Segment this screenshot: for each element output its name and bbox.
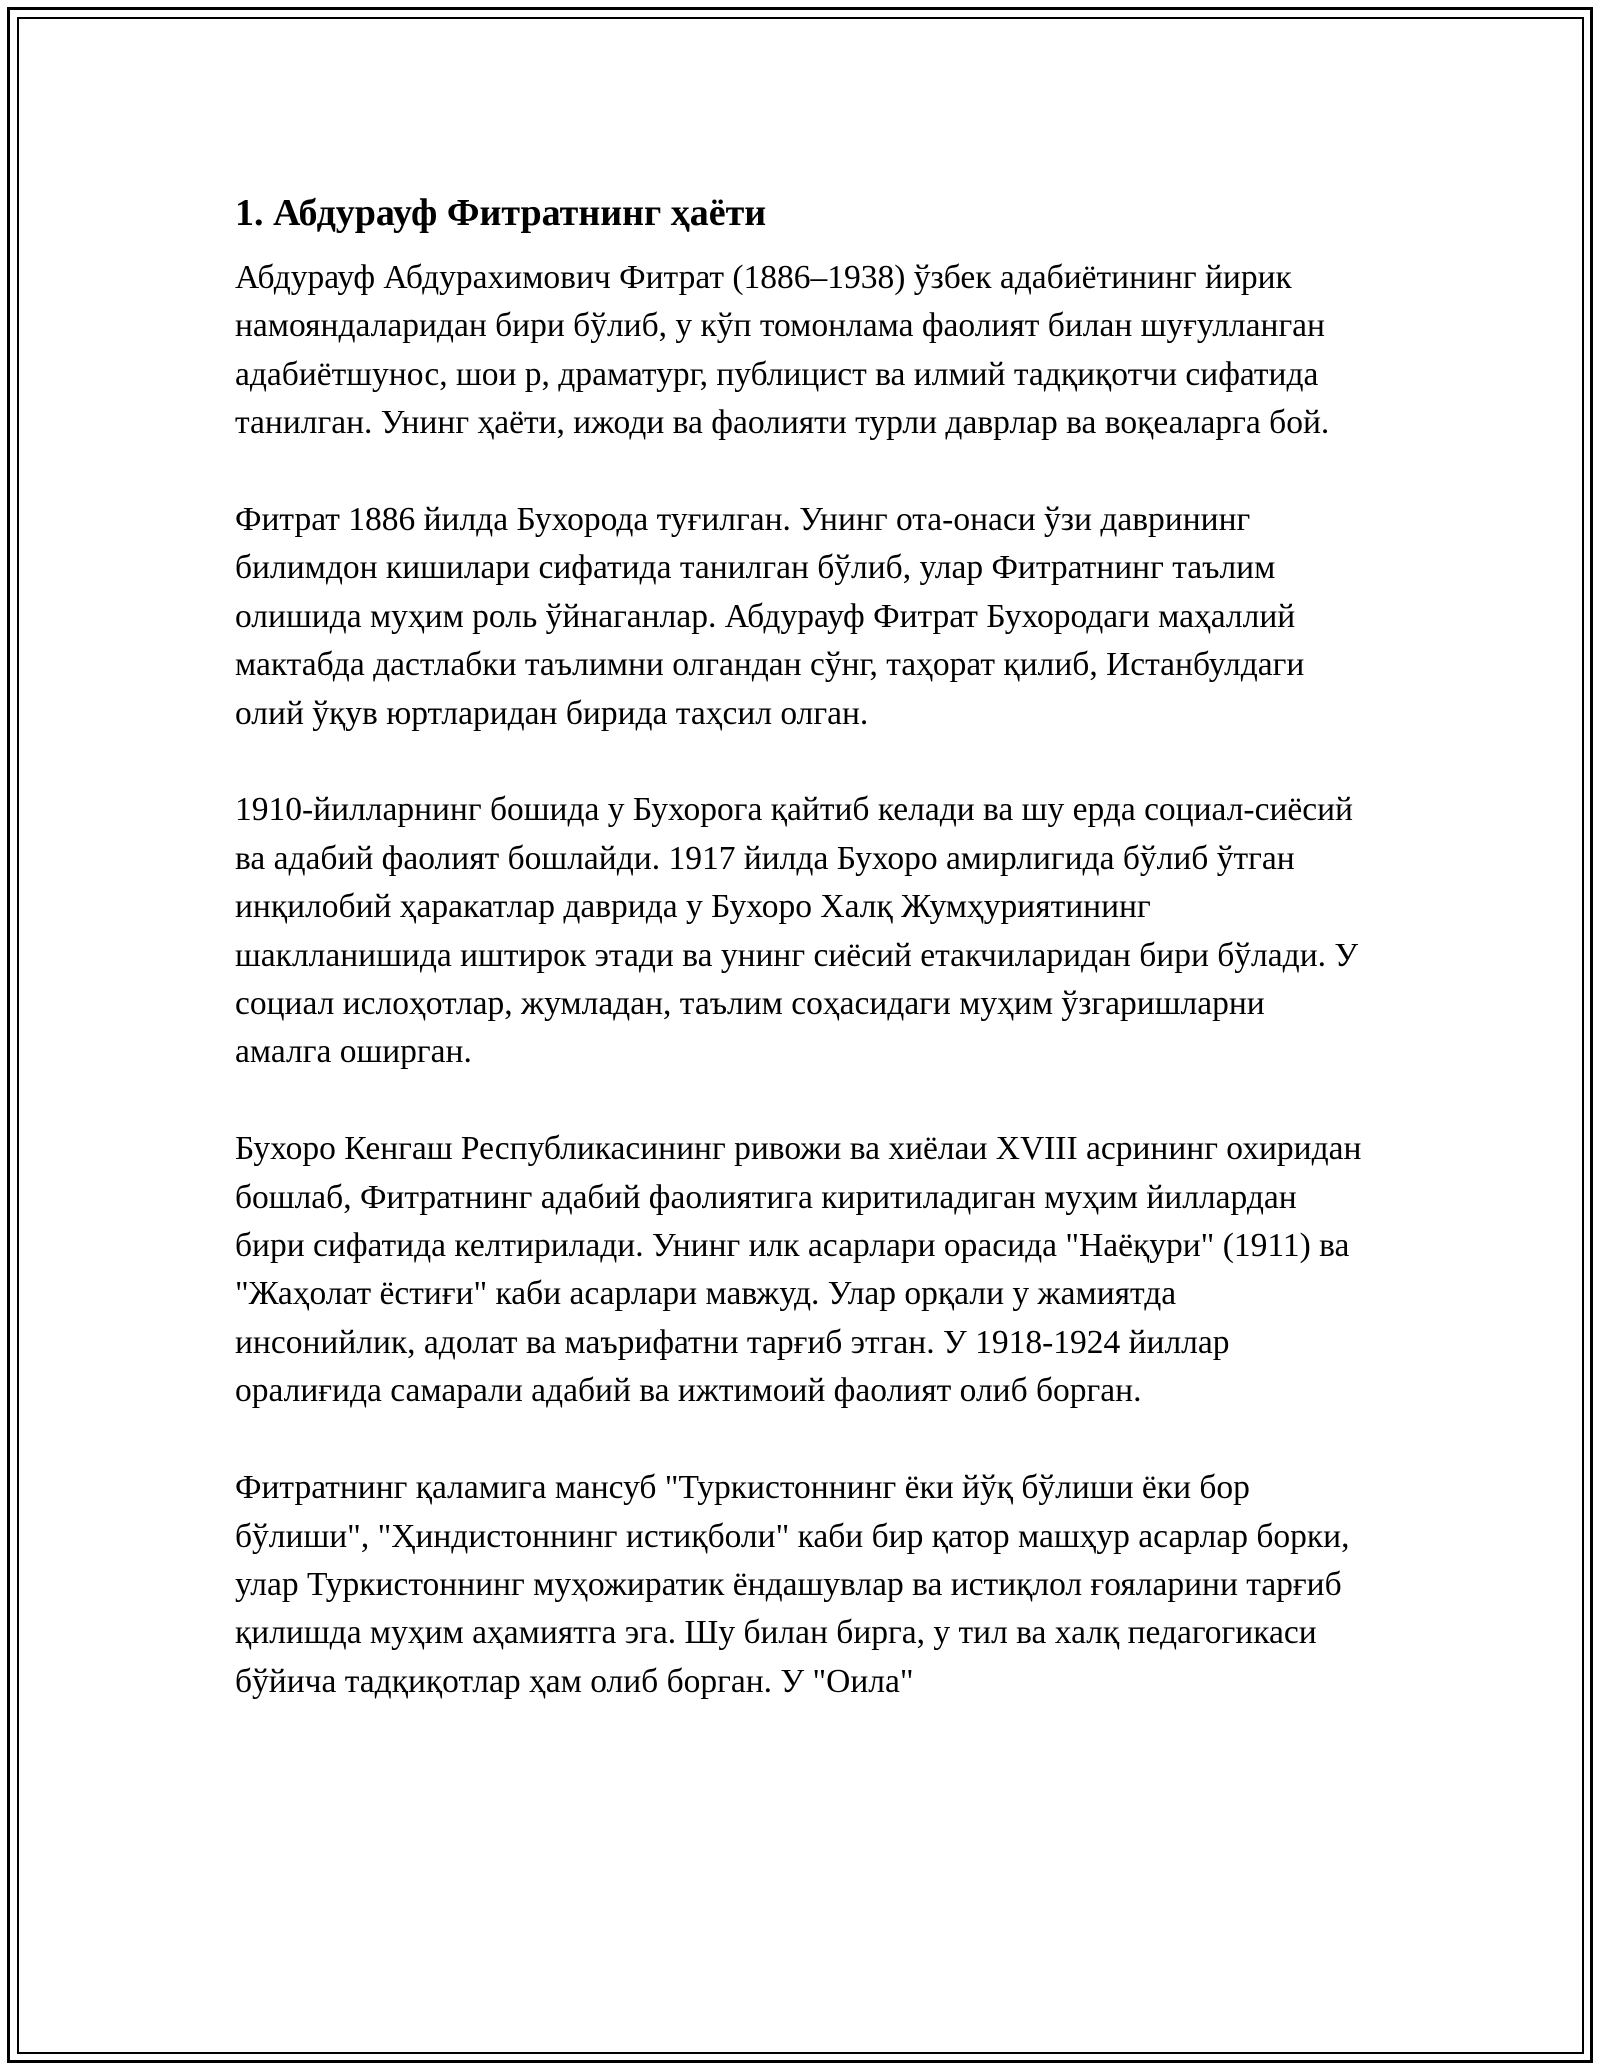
paragraph-major-works: Фитратнинг қаламига мансуб "Туркистоннинг ёки йўқ бўлиши ёки бор бўлиши", "Ҳиндистоннинг истиқболи" каби бир қатор машҳур асарлар борки, улар Туркистоннинг муҳожиратик ёндашувлар ва истиқлол ғояларини тарғиб қилишда муҳим аҳамиятга эга. Шу билан бирга, у тил ва халқ педагогикаси бўйича тадқиқотлар ҳам олиб борган. У "Оила" <box>235 1469 1350 1700</box>
section-heading: 1. Абдурауф Фитратнинг ҳаёти <box>235 192 767 234</box>
paragraph-intro: Абдурауф Абдурахимович Фитрат (1886–1938) ўзбек адабиётининг йирик намояндаларидан бири бўлиб, у кўп томонлама фаолият билан шуғулланган адабиётшунос, шои р, драматург, публицист ва илмий тадқиқотчи сифатида танилган. Унинг ҳаёти, ижоди ва фаолияти турли даврлар ва воқеаларга бой. <box>235 259 1330 442</box>
paragraph-literary-works: Бухоро Кенгаш Республикасининг ривожи ва хиёлаи XVIII асрининг охиридан бошлаб, Фитратнинг адабий фаолиятига киритиладиган муҳим йиллардан бири сифатида келтирилади. Унинг илк асарлари орасида "Наёқури" (1911) ва "Жаҳолат ёстиғи" каби асарлари мавжуд. Улар орқали у жамиятда инсонийлик, адолат ва маърифатни тарғиб этган. У 1918-1924 йиллар оралиғида самарали адабий ва ижтимоий фаолият олиб борган. <box>235 1130 1362 1410</box>
paragraph-birth-education: Фитрат 1886 йилда Бухорода туғилган. Унинг ота-онаси ўзи даврининг билимдон кишилари сифатида танилган бўлиб, улар Фитратнинг таълим олишида муҳим роль ўйнаганлар. Абдурауф Фитрат Бухородаги маҳаллий мактабда дастлабки таълимни олгандан сўнг, таҳорат қилиб, Истанбулдаги олий ўқув юртларидан бирида таҳсил олган. <box>235 501 1305 732</box>
document-body <box>235 185 1365 1755</box>
paragraph-political-activity: 1910-йилларнинг бошида у Бухорога қайтиб келади ва шу ерда социал-сиёсий ва адабий фаолият бошлайди. 1917 йилда Бухоро амирлигида бўлиб ўтган инқилобий ҳаракатлар даврида у Бухоро Халқ Жумҳуриятининг шаклланишида иштирок этади ва унинг сиёсий етакчиларидан бири бўлади. У социал ислоҳотлар, жумладан, таълим соҳасидаги муҳим ўзгаришларни амалга оширган. <box>235 791 1359 1071</box>
